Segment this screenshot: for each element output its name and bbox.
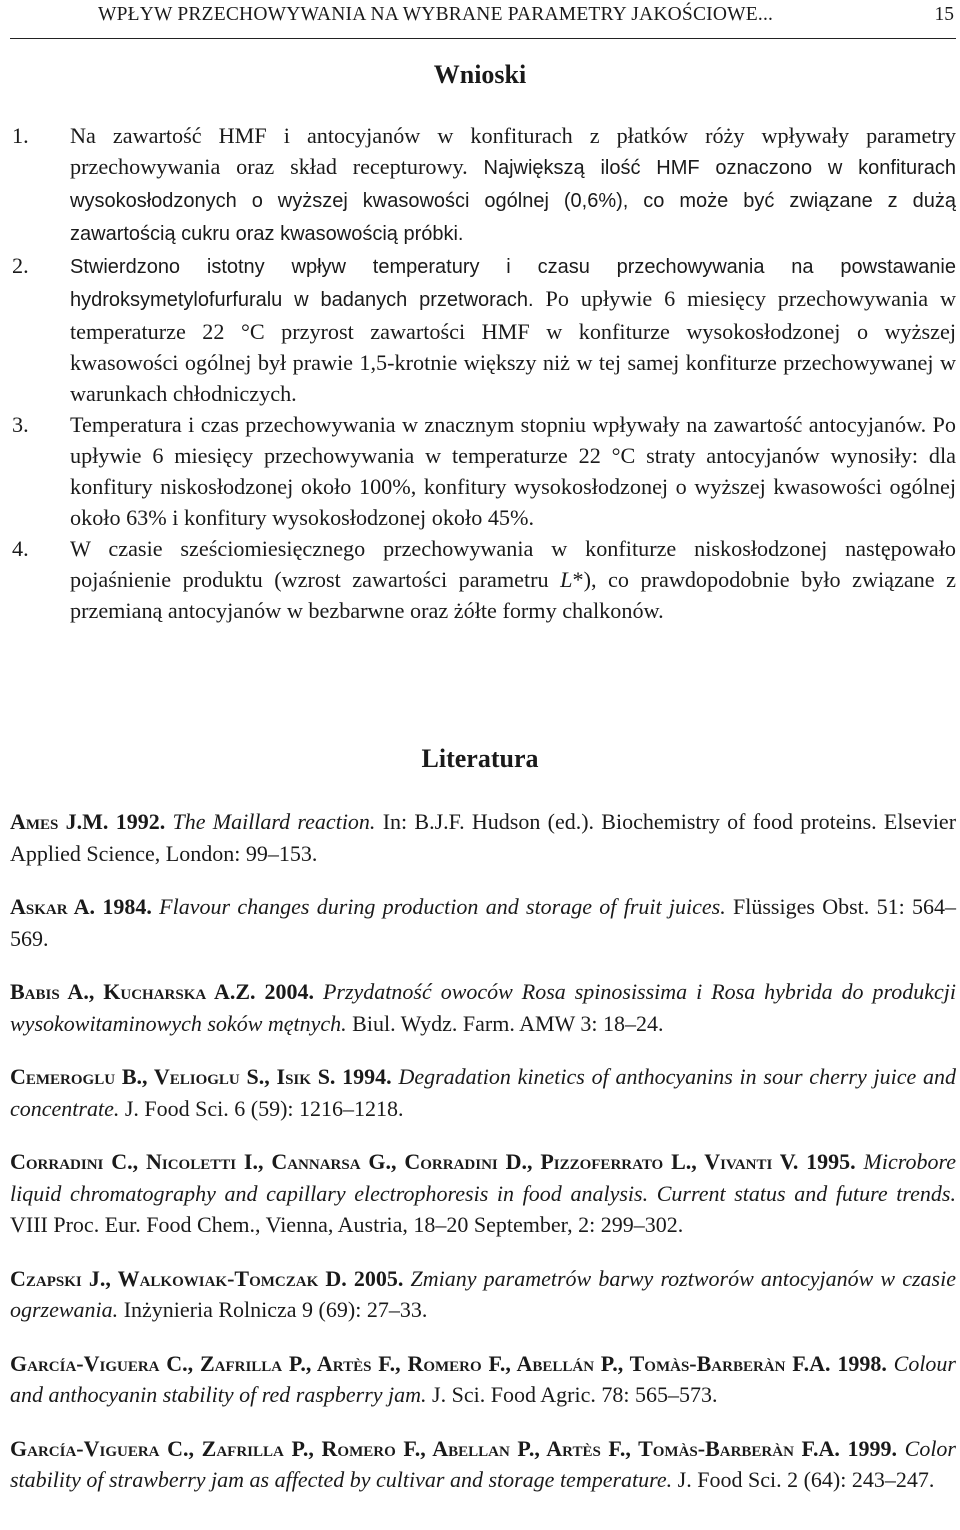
reference-source: Inżynieria Rolnicza 9 (69): 27–33. bbox=[123, 1297, 428, 1322]
reference-source: J. Sci. Food Agric. 78: 565–573. bbox=[432, 1382, 718, 1407]
reference-item bbox=[10, 1263, 956, 1326]
references-heading: Literatura bbox=[421, 744, 539, 773]
conclusion-text: Temperatura i czas przechowywania w znacznym stopniu wpływały na zawartość antocyjanów. Po upływie 6 miesięcy przechowywania w temperaturze 22 °C straty antocyjanów wynosiły: dla konfitury niskosłodzonej około 100%, konfitury wysokosłodzonej o wyższej kwasowości ogólnej około 63% i konfitury wysokosłodzonej około 45%. bbox=[70, 412, 956, 530]
conclusion-text: *), co prawdopodobnie było związane z przemianą antocyjanów w bezbarwne oraz żółte formy chalkonów. bbox=[70, 567, 956, 623]
reference-authors: Askar A. 1984. bbox=[10, 894, 152, 919]
reference-authors: Ames J.M. 1992. bbox=[10, 809, 166, 834]
reference-title: Flavour changes during production and storage of fruit juices. bbox=[159, 894, 726, 919]
reference-source: Biul. Wydz. Farm. AMW 3: 18–24. bbox=[352, 1010, 664, 1036]
reference-title: Color stability of strawberry jam as affected by cultivar and storage temperature. bbox=[10, 1435, 956, 1492]
reference-title: Zmiany parametrów barwy roztworów antocyjanów w czasie ogrzewania. bbox=[10, 1265, 956, 1322]
reference-source: Flüssiges Obst. 51: 564–569. bbox=[10, 894, 956, 951]
conclusion-number: 4. bbox=[12, 536, 29, 561]
reference-title: Microbore liquid chromatography and capillary electrophoresis in food analysis. Current status and future trends. bbox=[10, 1149, 957, 1206]
reference-authors: Corradini C., Nicoletti I., Cannarsa G., Corradini D., Pizzoferrato L., Vivanti V. 1995. bbox=[10, 1149, 856, 1174]
conclusion-item bbox=[12, 250, 956, 409]
references-list bbox=[10, 806, 956, 1508]
running-header bbox=[10, 0, 956, 39]
conclusion-item bbox=[12, 120, 956, 250]
conclusion-text: Największą ilość HMF oznaczono w konfiturach wysokosłodzonych o wyższej kwasowości ogólnej (0,6%), co może być związane z dużą zawartością cukru oraz kwasowością próbki. bbox=[70, 157, 957, 245]
reference-title: Degradation kinetics of anthocyanins in sour cherry juice and concentrate. bbox=[10, 1064, 957, 1121]
page-number: 15 bbox=[934, 4, 954, 25]
conclusion-number: 2. bbox=[12, 253, 29, 278]
reference-item bbox=[10, 1146, 956, 1241]
reference-source: In: B.J.F. Hudson (ed.). Biochemistry of food proteins. Elsevier Applied Science, London: 99–153. bbox=[10, 809, 957, 866]
reference-authors: Cemeroglu B., Velioglu S., Isik S. 1994. bbox=[10, 1064, 392, 1089]
conclusions-heading: Wnioski bbox=[433, 60, 527, 89]
conclusion-item bbox=[12, 533, 956, 626]
reference-item bbox=[10, 1061, 956, 1124]
conclusion-number: 1. bbox=[12, 123, 29, 148]
reference-authors: García-Viguera C., Zafrilla P., Romero F., Abellan P., Artès F., Tomàs-Barberàn F.A. 1999. bbox=[10, 1435, 897, 1461]
conclusion-text: Po upływie 6 miesięcy przechowywania w temperaturze 22 °C przyrost zawartości HMF w konfiturze wysokosłodzonej o wyższej kwasowości ogólnej był prawie 1,5-krotnie większy niż w tej samej konfiturze przechowywanej w warunkach chłodniczych. bbox=[70, 286, 956, 406]
conclusion-text: Na zawartość HMF i antocyjanów w konfiturach z płatków róży wpływały parametry przechowywania oraz skład recepturowy. bbox=[70, 123, 956, 179]
conclusion-text: W czasie sześciomiesięcznego przechowywania w konfiturze niskosłodzonej następowało pojaśnienie produktu (wzrost zawartości parametru bbox=[70, 536, 956, 592]
reference-authors: Czapski J., Walkowiak-Tomczak D. 2005. bbox=[10, 1265, 404, 1291]
reference-authors: García-Viguera C., Zafrilla P., Artès F., Romero F., Abellán P., Tomàs-Barberàn F.A. 1998. bbox=[10, 1350, 887, 1376]
reference-item bbox=[10, 806, 956, 869]
conclusion-text-italic: L bbox=[560, 567, 573, 592]
reference-title: Przydatność owoców Rosa spinosissima i Rosa hybrida do produkcji wysokowitaminowych soków mętnych. bbox=[10, 979, 957, 1036]
reference-source: VIII Proc. Eur. Food Chem., Vienna, Austria, 18–20 September, 2: 299–302. bbox=[10, 1212, 684, 1237]
conclusion-number: 3. bbox=[12, 412, 29, 437]
reference-item bbox=[10, 891, 956, 954]
running-title: WPŁYW PRZECHOWYWANIA NA WYBRANE PARAMETRY JAKOŚCIOWE... bbox=[98, 4, 774, 25]
conclusion-item bbox=[12, 409, 956, 533]
conclusions-list bbox=[12, 120, 956, 626]
reference-title: Colour and anthocyanin stability of red raspberry jam. bbox=[10, 1350, 956, 1407]
reference-source: J. Food Sci. 6 (59): 1216–1218. bbox=[124, 1095, 404, 1121]
reference-item bbox=[10, 976, 956, 1039]
conclusion-text: Stwierdzono istotny wpływ temperatury i czasu przechowywania na powstawanie hydroksymetylofurfuralu w badanych przetworach. bbox=[70, 256, 956, 311]
reference-source: J. Food Sci. 2 (64): 243–247. bbox=[677, 1467, 935, 1492]
reference-item bbox=[10, 1433, 956, 1496]
reference-title: The Maillard reaction. bbox=[172, 809, 376, 834]
reference-item bbox=[10, 1348, 956, 1411]
reference-authors: Babis A., Kucharska A.Z. 2004. bbox=[10, 979, 314, 1004]
